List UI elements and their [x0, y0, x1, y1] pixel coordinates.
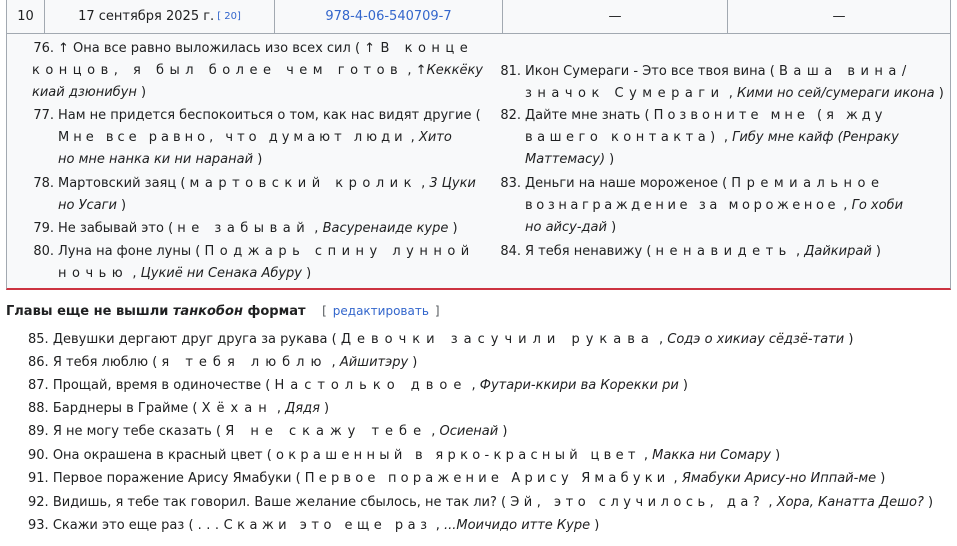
chapter-number: 86.: [28, 355, 49, 370]
chapter-japanese: окрашенный в ярко-красный цвет: [275, 448, 640, 463]
list-item: 89. Я не могу тебе сказать ( Я не скажу тебе , Осиенай ): [28, 424, 508, 439]
chapter-number: 83.: [500, 176, 521, 191]
chapter-japanese: вознаграждение за мороженое: [525, 198, 840, 213]
chapter-romaji: ...Моичидо итте Куре: [443, 518, 591, 533]
chapter-number: 91.: [28, 471, 49, 486]
chapter-romaji: Васуренаиде куре: [322, 221, 449, 236]
chapter-japanese: Мне все равно, что думают люди: [58, 130, 407, 145]
chapter-japanese: Позвоните мне (я жду: [653, 108, 887, 123]
volume-number: 10: [17, 9, 34, 24]
empty-cell: [503, 0, 728, 33]
chapter-romaji: Маттемасу): [525, 152, 606, 167]
chapter-title: Скажи это еще раз (: [52, 518, 194, 533]
chapter-romaji: Дядя: [285, 401, 320, 416]
chapter-japanese: ночью: [58, 266, 129, 281]
chapter-number: 88.: [28, 401, 49, 416]
list-item: 91. Первое поражение Арису Ямабуки ( Первое поражение Арису Ямабуки , Ямабуки Арису-но Иппай-ме ): [28, 471, 886, 486]
chapter-title: Нам не придется беспокоиться о том, как нас видят другие (: [58, 108, 481, 123]
chapter-title: Деньги на наше мороженое (: [525, 176, 728, 191]
chapter-title: Прощай, время в одиночестве (: [52, 378, 271, 393]
chapter-number: 84.: [500, 244, 521, 259]
isbn-cell: [275, 0, 503, 33]
heading-text: формат: [242, 304, 306, 319]
chapter-title: ↑ Она все равно выложилась изо всех сил (: [58, 41, 365, 56]
edit-section: [322, 304, 440, 318]
chapter-list-box: 76. ↑ Она все равно выложилась изо всех сил ( ↑В конце концов, я был более чем готов , ↑Кеккёку киай дзюнибун ) 77. Нам не придется беспокоиться о том, как нас видят другие ( Мне все равно, что думают люди , Хито но мне нанка ки ни наранай ) 78. Мартовский заяц ( мартовский кролик , 3 Цуки но Усаги ) 79. Не забывай это ( не забывай , Васуренаиде куре ) 80. Луна на фоне луны ( Поджарь спину лунной ночью , Цукиё ни Сенака Абуру ) 81. Икон Сумераги - Это все твоя вина ( Ваша вина/ значок Сумераги , Кими но сей/сумераги икона ) 82. Дайте мне знать ( Позвоните мне (я жду вашего контакта) , Гибу мне кайф (Ренраку Маттемасу) ) 83. Деньги на наше мороженое ( Премиальное вознаграждение за мороженое , Го хоби но айсу-дай ) 84. Я тебя ненавижу ( ненавидеть , Дайкирай ): [6, 33, 951, 290]
chapter-japanese: мартовский кролик: [189, 176, 417, 191]
heading-italic: танкобон: [172, 304, 243, 319]
paren-close: ): [136, 85, 147, 100]
list-item: 86. Я тебя люблю ( я тебя люблю , Айшитэру ): [28, 355, 418, 370]
date-cell: [45, 0, 275, 33]
list-item: 87. Прощай, время в одиночестве ( Настолько двое , Футари-ккири ва Корекки ри ): [28, 378, 688, 393]
chapter-japanese: я тебя люблю: [161, 355, 328, 370]
chapter-japanese: Ваша вина/: [778, 64, 912, 79]
chapter-japanese: Я не скажу тебе: [225, 424, 428, 439]
chapter-japanese: значок Сумераги: [525, 86, 725, 101]
heading-text: Главы еще не вышли: [6, 304, 173, 319]
chapter-number: 85.: [28, 332, 49, 347]
empty-cell: [728, 0, 950, 33]
release-date: 17 сентября 2025 г.: [78, 9, 215, 24]
chapter-title: Барднеры в Грайме (: [52, 401, 198, 416]
chapter-title: Мартовский заяц (: [58, 176, 186, 191]
chapter-romaji: Макка ни Сомару: [652, 448, 771, 463]
chapter-japanese: ↑В конце: [364, 41, 474, 56]
chapter-number: 93.: [28, 518, 49, 533]
chapter-number: 89.: [28, 424, 49, 439]
chapter-number: 76.: [33, 41, 54, 56]
chapter-japanese: ненавидеть: [655, 244, 792, 259]
chapter-title: Дайте мне знать (: [525, 108, 650, 123]
chapter-japanese: не забывай: [177, 221, 311, 236]
chapter-number: 80.: [33, 244, 54, 259]
chapter-title: Икон Сумераги - Это все твоя вина (: [525, 64, 775, 79]
chapter-romaji: Айшитэру: [339, 355, 409, 370]
chapter-title: Луна на фоне луны (: [58, 244, 201, 259]
chapter-japanese: Первое поражение Арису Ямабуки: [304, 471, 670, 486]
chapter-number: 81.: [500, 64, 521, 79]
chapter-romaji: Гибу мне кайф (Ренраку: [732, 130, 899, 145]
chapter-romaji: киай дзюнибун: [32, 85, 137, 100]
list-item: 92. Видишь, я тебе так говорил. Ваше желание сбылось, не так ли? ( Эй, это случилось, да? , Хора, Канатта Дешо? ): [28, 495, 934, 510]
chapter-number: 77.: [33, 108, 54, 123]
chapter-number: 82.: [500, 108, 521, 123]
chapter-title: Я тебя люблю (: [52, 355, 158, 370]
reference-link[interactable]: [ 20]: [217, 11, 241, 22]
chapter-romaji: Дайкирай: [804, 244, 872, 259]
table-row: [6, 0, 951, 33]
chapter-romaji: Цукиё ни Сенака Абуру: [140, 266, 302, 281]
list-item: 93. Скажи это еще раз ( ...Скажи это еще раз , ...Моичидо итте Куре ): [28, 518, 600, 533]
chapter-romaji: Осиенай: [439, 424, 499, 439]
dash: —: [608, 9, 622, 24]
chapter-number: 90.: [28, 448, 49, 463]
chapter-romaji: Содэ о хикиау сёдзё-тати: [667, 332, 845, 347]
chapter-romaji: но мне нанка ки ни наранай: [58, 152, 254, 167]
chapter-romaji: Ямабуки Арису-но Иппай-ме: [681, 471, 877, 486]
chapter-japanese: Поджарь спину лунной: [204, 244, 475, 259]
chapter-romaji: Хора, Канатта Дешо?: [776, 495, 924, 510]
chapter-title: Первое поражение Арису Ямабуки (: [52, 471, 301, 486]
chapter-romaji: ↑Кеккёку: [415, 63, 483, 78]
bracket: [: [322, 304, 327, 318]
edit-link[interactable]: редактировать: [332, 304, 429, 318]
chapter-title: Видишь, я тебе так говорил. Ваше желание сбылось, не так ли? (: [52, 495, 507, 510]
section-heading: [6, 304, 440, 319]
chapter-romaji: Футари-ккири ва Корекки ри: [479, 378, 679, 393]
list-item: 90. Она окрашена в красный цвет ( окрашенный в ярко-красный цвет , Макка ни Сомару ): [28, 448, 781, 463]
chapter-japanese: вашего контакта): [525, 130, 720, 145]
volume-cell: [7, 0, 45, 33]
chapter-number: 92.: [28, 495, 49, 510]
chapter-japanese: Эй, это случилось, да?: [510, 495, 765, 510]
dash: —: [832, 9, 846, 24]
list-item: 88. Барднеры в Грайме ( Хёхан , Дядя ): [28, 401, 330, 416]
chapter-japanese: Девочки засучили рукава: [340, 332, 655, 347]
chapter-number: 78.: [33, 176, 54, 191]
isbn-link[interactable]: 978-4-06-540709-7: [325, 9, 452, 24]
chapter-romaji: Хито: [418, 130, 452, 145]
chapter-title: Я тебя ненавижу (: [525, 244, 652, 259]
chapter-japanese: ...Скажи это еще раз: [197, 518, 432, 533]
bracket: ]: [434, 304, 440, 318]
chapter-japanese: Хёхан: [201, 401, 273, 416]
chapter-romaji: Кими но сей/сумераги икона: [736, 86, 935, 101]
chapter-romaji: но Усаги: [58, 198, 117, 213]
chapter-title: Не забывай это (: [58, 221, 174, 236]
chapter-title: Девушки дергают друг друга за рукава (: [52, 332, 337, 347]
chapter-title: Я не могу тебе сказать (: [52, 424, 222, 439]
chapter-japanese: концов, я был более чем готов: [32, 63, 404, 78]
chapter-number: 79.: [33, 221, 54, 236]
chapter-romaji: но айсу-дай: [525, 220, 607, 235]
chapter-number: 87.: [28, 378, 49, 393]
list-item: 85. Девушки дергают друг друга за рукава ( Девочки засучили рукава , Содэ о хикиау сёдзё-тати ): [28, 332, 854, 347]
chapter-japanese: Премиальное: [731, 176, 885, 191]
chapter-romaji: 3 Цуки: [429, 176, 476, 191]
chapter-japanese: Настолько двое: [274, 378, 468, 393]
chapter-title: Она окрашена в красный цвет (: [52, 448, 272, 463]
chapter-romaji: Го хоби: [851, 198, 904, 213]
